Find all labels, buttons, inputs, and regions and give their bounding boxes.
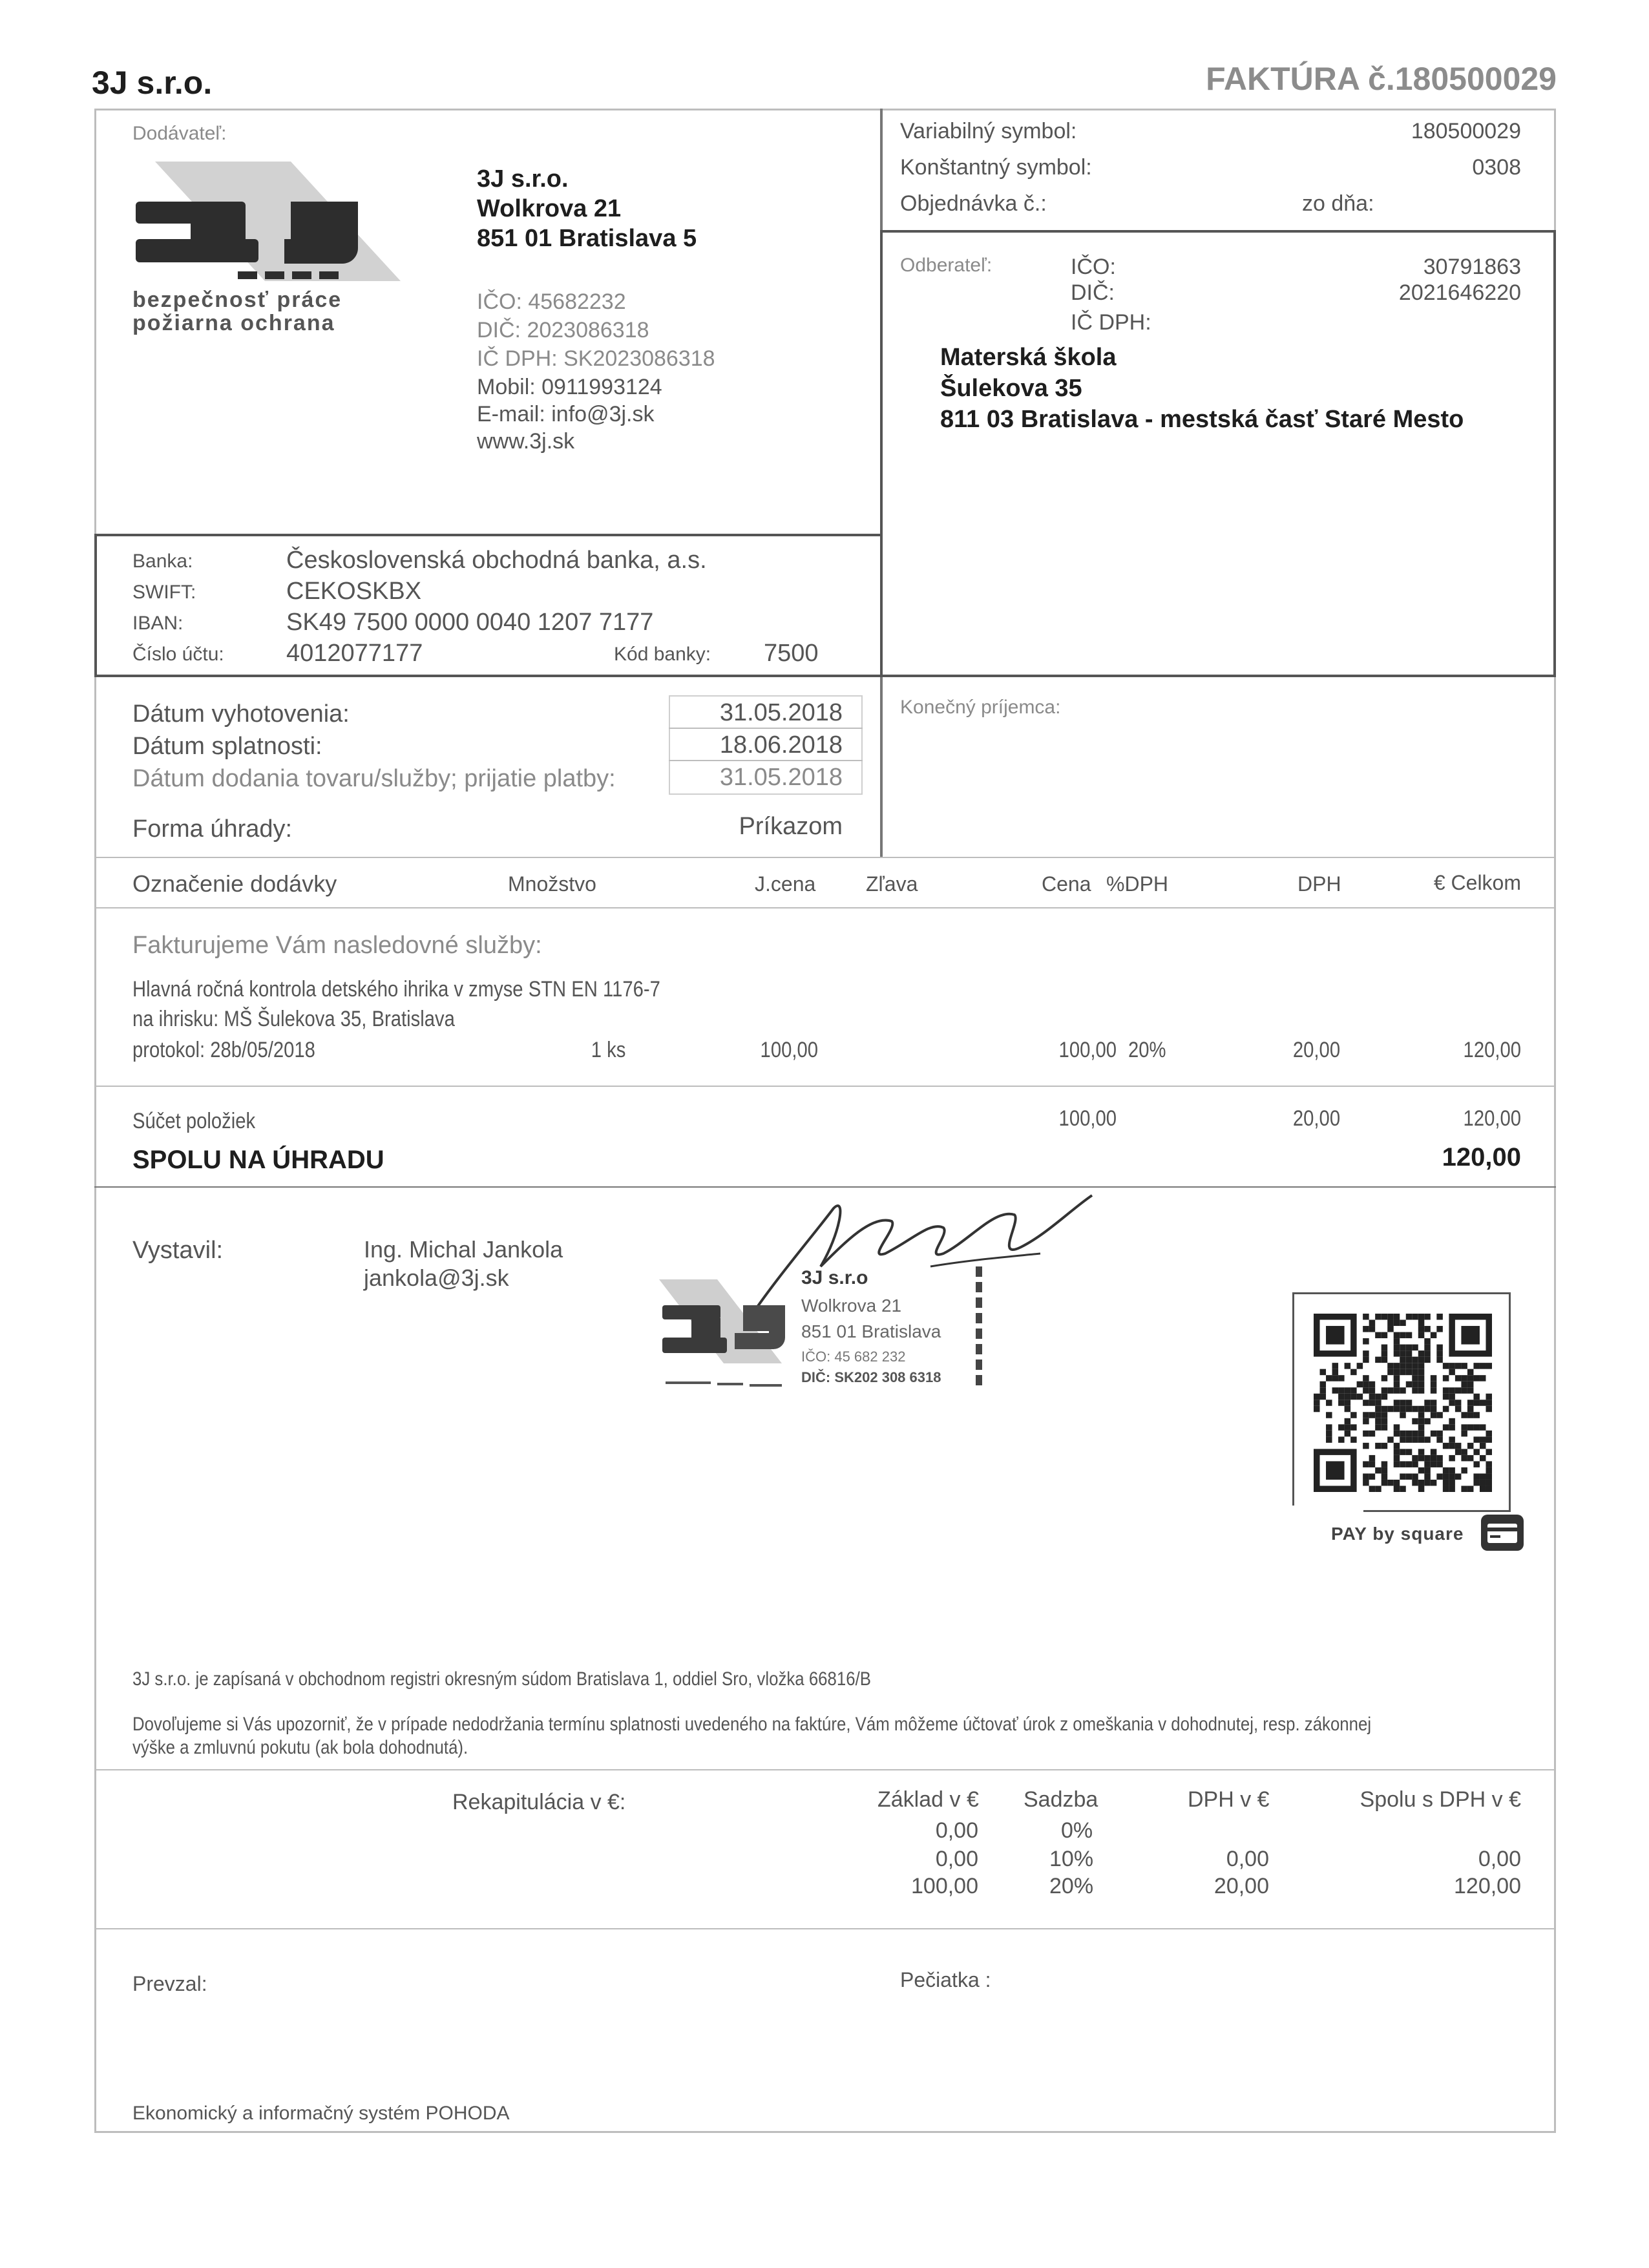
item-description-line1: Hlavná ročná kontrola detského ihrika v zmyse STN EN 1176-7 bbox=[132, 977, 660, 1002]
recap-row3-vat: 20,00 bbox=[1213, 1874, 1269, 1898]
total-to-pay-label: SPOLU NA ÚHRADU bbox=[132, 1146, 384, 1174]
variable-symbol-label: Variabilný symbol: bbox=[900, 119, 1077, 143]
customer-dic-label: DIČ: bbox=[1071, 280, 1115, 305]
pay-by-square-label: PAY by square bbox=[1331, 1524, 1464, 1544]
col-discount-header: Zľava bbox=[866, 872, 918, 896]
customer-ico-label: IČO: bbox=[1071, 255, 1116, 279]
bank-label: Banka: bbox=[132, 551, 193, 572]
sum-vat: 20,00 bbox=[1292, 1106, 1340, 1131]
delivery-date-label: Dátum dodania tovaru/služby; prijatie platby: bbox=[132, 765, 616, 792]
stamp-ico: IČO: 45 682 232 bbox=[801, 1349, 906, 1365]
recap-row1-rate: 0% bbox=[1061, 1818, 1093, 1843]
col-quantity-header: Množstvo bbox=[508, 872, 596, 896]
stamp-logo-icon bbox=[653, 1266, 821, 1409]
logo-slogan-1: bezpečnosť práce bbox=[132, 288, 342, 312]
customer-street: Šulekova 35 bbox=[940, 375, 1082, 402]
stamp-edge bbox=[976, 1266, 982, 1389]
dates-box-divider-1 bbox=[669, 728, 863, 729]
item-vat: 20,00 bbox=[1292, 1038, 1340, 1062]
recap-row3-rate: 20% bbox=[1049, 1874, 1094, 1898]
customer-city: 811 03 Bratislava - mestská časť Staré Mesto bbox=[940, 406, 1464, 433]
col-vat-header: DPH bbox=[1297, 872, 1341, 896]
item-unit-price: 100,00 bbox=[760, 1038, 818, 1062]
qr-code-icon bbox=[1314, 1314, 1492, 1492]
recap-row1-base: 0,00 bbox=[935, 1818, 978, 1843]
item-price: 100,00 bbox=[1058, 1038, 1117, 1062]
sum-label: Súčet položiek bbox=[132, 1109, 256, 1133]
supplier-dic: DIČ: 2023086318 bbox=[477, 318, 649, 342]
notes-bottom-line bbox=[94, 1769, 1556, 1770]
supplier-city: 851 01 Bratislava 5 bbox=[477, 225, 697, 252]
item-description-line3: protokol: 28b/05/2018 bbox=[132, 1038, 315, 1062]
system-note: Ekonomický a informačný systém POHODA bbox=[132, 2103, 510, 2124]
final-recipient-label: Konečný príjemca: bbox=[900, 697, 1061, 718]
recap-vat-header: DPH v € bbox=[1188, 1787, 1270, 1812]
warning-note-line1: Dovoľujeme si Vás upozorniť, že v prípade nedodržania termínu splatnosti uvedeného na faktúre, Vám môžeme účtovať úrok z omeškania v dohodnutej, resp. zákonnej bbox=[132, 1714, 1372, 1735]
frame-top bbox=[94, 109, 1556, 110]
stamp-dic: DIČ: SK202 308 6318 bbox=[801, 1369, 941, 1385]
logo-3j-icon bbox=[129, 162, 433, 284]
warning-note-line2: výške a zmluvnú pokutu (ak bola dohodnutá). bbox=[132, 1737, 468, 1758]
item-vat-pct: 20% bbox=[1128, 1038, 1166, 1062]
recap-label: Rekapitulácia v €: bbox=[452, 1790, 626, 1814]
supplier-ico: IČO: 45682232 bbox=[477, 289, 626, 314]
order-date-label: zo dňa: bbox=[1302, 191, 1374, 216]
issuer-email: jankola@3j.sk bbox=[364, 1265, 509, 1291]
item-description-line2: na ihrisku: MŠ Šulekova 35, Bratislava bbox=[132, 1007, 455, 1031]
customer-label: Odberateľ: bbox=[900, 255, 993, 276]
recap-total-header: Spolu s DPH v € bbox=[1360, 1787, 1521, 1812]
issue-date-label: Dátum vyhotovenia: bbox=[132, 700, 350, 728]
sum-total: 120,00 bbox=[1463, 1106, 1521, 1131]
logo-slogan-2: požiarna ochrana bbox=[132, 311, 335, 335]
constant-symbol-label: Konštantný symbol: bbox=[900, 155, 1092, 180]
recap-row2-rate: 10% bbox=[1049, 1847, 1094, 1871]
invoice-title-label: FAKTÚRA č. bbox=[1206, 61, 1395, 97]
company-logo bbox=[129, 162, 433, 284]
frame-bottom bbox=[94, 2131, 1556, 2133]
delivery-date-value: 31.05.2018 bbox=[719, 764, 843, 791]
items-header-bottom-line bbox=[94, 907, 1556, 908]
total-to-pay-value: 120,00 bbox=[1442, 1143, 1521, 1171]
recap-row3-total: 120,00 bbox=[1454, 1874, 1521, 1898]
col-unit-price-header: J.cena bbox=[755, 872, 816, 896]
sum-price: 100,00 bbox=[1058, 1106, 1117, 1131]
customer-name: Materská škola bbox=[940, 344, 1117, 371]
supplier-email: E-mail: info@3j.sk bbox=[477, 402, 655, 426]
supplier-web: www.3j.sk bbox=[477, 429, 575, 454]
customer-icdph-label: IČ DPH: bbox=[1071, 310, 1151, 335]
customer-ico-value: 30791863 bbox=[1423, 255, 1521, 279]
company-stamp bbox=[653, 1266, 1014, 1409]
supplier-street: Wolkrova 21 bbox=[477, 195, 622, 222]
items-intro: Fakturujeme Vám nasledovné služby: bbox=[132, 932, 542, 959]
bank-code-value: 7500 bbox=[764, 640, 819, 667]
qr-code-frame bbox=[1292, 1292, 1511, 1512]
constant-symbol-value: 0308 bbox=[1472, 155, 1521, 180]
variable-symbol-value: 180500029 bbox=[1411, 119, 1521, 143]
supplier-name: 3J s.r.o. bbox=[477, 165, 569, 193]
order-number-label: Objednávka č.: bbox=[900, 191, 1047, 216]
payment-method-value: Príkazom bbox=[739, 813, 843, 840]
stamp-name: 3J s.r.o bbox=[801, 1267, 868, 1288]
issuer-name: Ing. Michal Jankola bbox=[364, 1236, 563, 1263]
account-label: Číslo účtu: bbox=[132, 644, 224, 665]
recap-row2-vat: 0,00 bbox=[1226, 1847, 1269, 1871]
issue-date-value: 31.05.2018 bbox=[719, 699, 843, 726]
stamp-field-label: Pečiatka : bbox=[900, 1968, 991, 1991]
col-total-header: € Celkom bbox=[1433, 871, 1521, 894]
received-by-label: Prevzal: bbox=[132, 1972, 207, 1995]
iban-value: SK49 7500 0000 0040 1207 7177 bbox=[286, 609, 654, 636]
sum-top-line bbox=[94, 1086, 1556, 1087]
registry-note: 3J s.r.o. je zapísaná v obchodnom registri okresným súdom Bratislava 1, oddiel Sro, vložka 66816/B bbox=[132, 1668, 871, 1690]
frame-left bbox=[94, 109, 96, 2132]
due-date-label: Dátum splatnosti: bbox=[132, 733, 322, 760]
item-total: 120,00 bbox=[1463, 1038, 1521, 1062]
supplier-mobile: Mobil: 0911993124 bbox=[477, 375, 662, 399]
recap-bottom-line bbox=[94, 1928, 1556, 1929]
invoice-number: 180500029 bbox=[1394, 61, 1557, 97]
payment-method-label: Forma úhrady: bbox=[132, 815, 293, 843]
stamp-city: 851 01 Bratislava bbox=[801, 1321, 941, 1341]
recap-base-header: Základ v € bbox=[877, 1787, 979, 1812]
col-vat-pct-header: %DPH bbox=[1106, 872, 1169, 896]
supplier-label: Dodávateľ: bbox=[132, 123, 227, 144]
swift-value: CEKOSKBX bbox=[286, 578, 422, 605]
item-quantity: 1 ks bbox=[591, 1038, 625, 1062]
invoice-title bbox=[1206, 59, 1557, 98]
iban-label: IBAN: bbox=[132, 613, 184, 634]
company-name-header: 3J s.r.o. bbox=[92, 65, 213, 101]
recap-row2-total: 0,00 bbox=[1478, 1847, 1521, 1871]
recap-row2-base: 0,00 bbox=[935, 1847, 978, 1871]
payment-card-icon bbox=[1480, 1513, 1525, 1552]
issuer-label: Vystavil: bbox=[132, 1237, 224, 1264]
customer-dic-value: 2021646220 bbox=[1398, 280, 1521, 305]
supplier-icdph: IČ DPH: SK2023086318 bbox=[477, 346, 715, 371]
bank-code-label: Kód banky: bbox=[614, 644, 711, 665]
col-price-header: Cena bbox=[1042, 872, 1091, 896]
account-value: 4012077177 bbox=[286, 640, 423, 667]
bank-value: Československá obchodná banka, a.s. bbox=[286, 547, 707, 574]
recap-row3-base: 100,00 bbox=[911, 1874, 978, 1898]
col-description-header: Označenie dodávky bbox=[132, 870, 337, 897]
stamp-street: Wolkrova 21 bbox=[801, 1296, 902, 1316]
items-header-top-line bbox=[94, 857, 1556, 858]
recap-rate-header: Sadzba bbox=[1024, 1787, 1098, 1812]
due-date-value: 18.06.2018 bbox=[719, 731, 843, 759]
swift-label: SWIFT: bbox=[132, 582, 196, 603]
dates-box-divider-2 bbox=[669, 760, 863, 761]
